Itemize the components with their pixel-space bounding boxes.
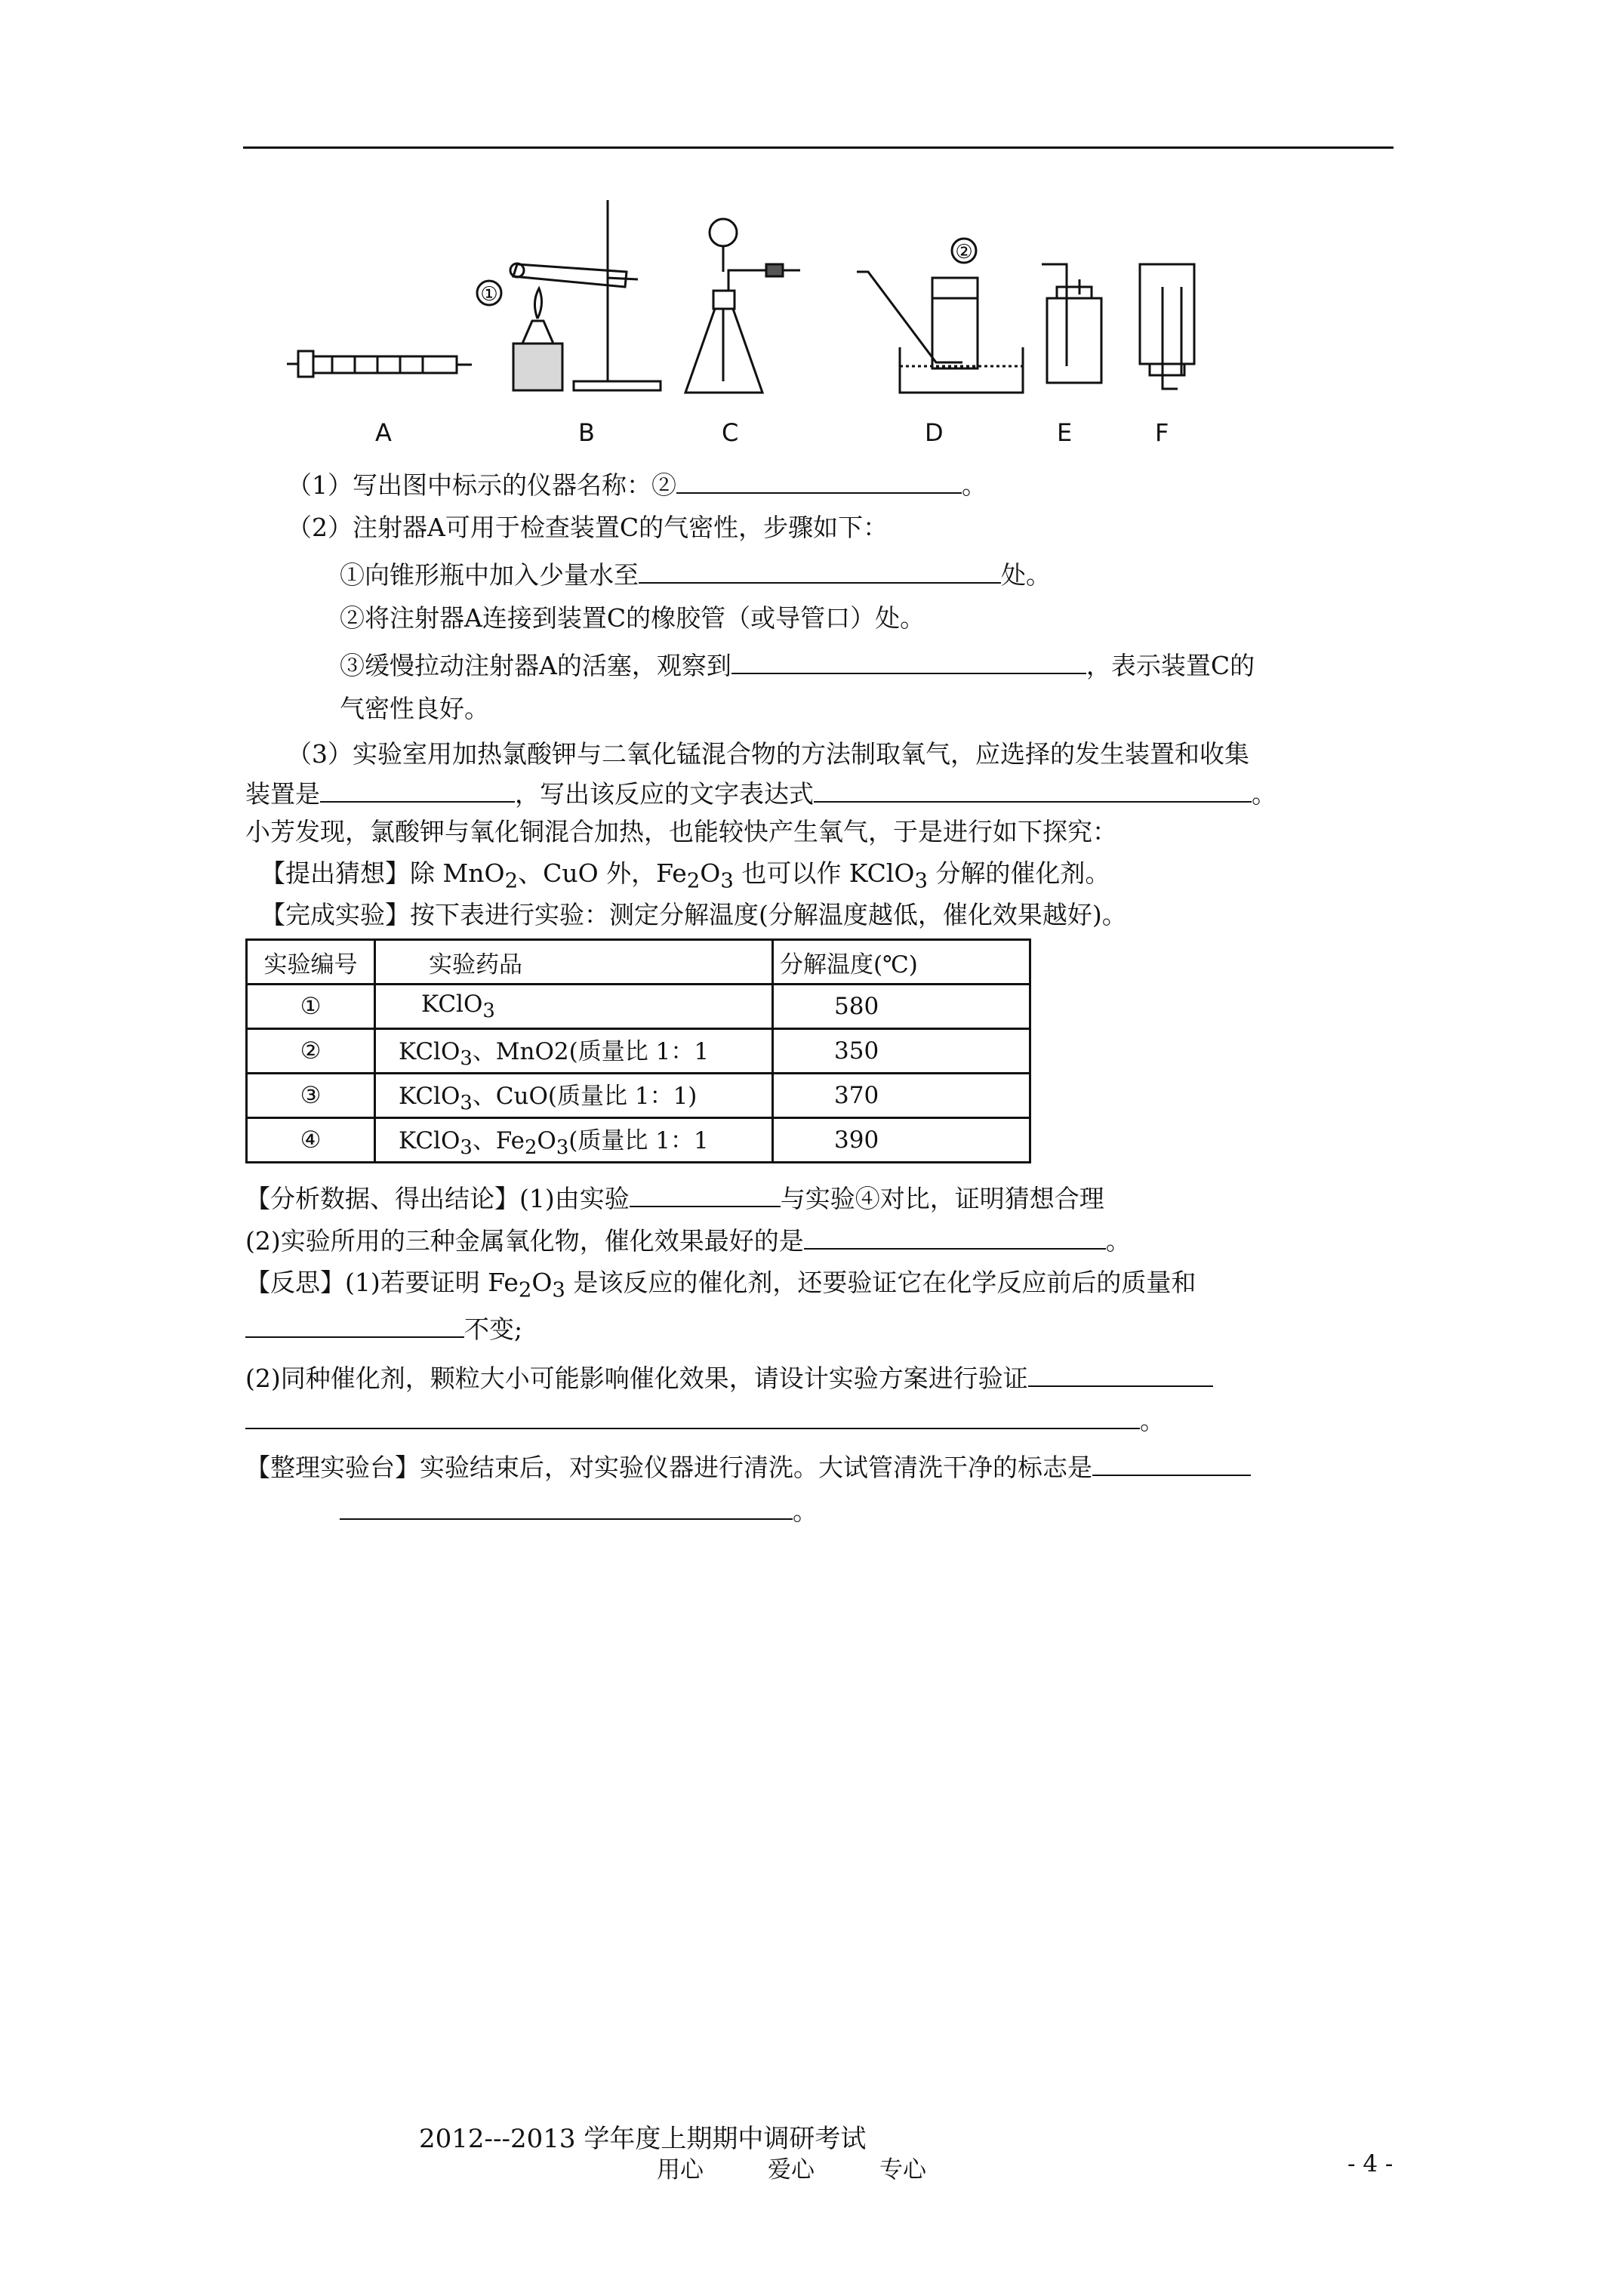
question-2-step-1: ①向锥形瓶中加入少量水至 处。 (340, 556, 1051, 592)
figure-label-d: D (925, 418, 944, 447)
question-2-step-3: ③缓慢拉动注射器A的活塞，观察到 ，表示装置C的 (340, 647, 1255, 683)
table-header-row (247, 940, 1030, 985)
marker-2: ② (955, 241, 973, 264)
reflection-2-cont: 。 (245, 1402, 1165, 1438)
apparatus-figure (287, 189, 1268, 453)
answer-blank[interactable] (814, 775, 1252, 803)
intro-text: 小芳发现，氯酸钾与氧化铜混合加热，也能较快产生氧气，于是进行如下探究： (245, 817, 1117, 846)
header-rule (243, 146, 1394, 149)
footer-motto-1: 用心 (657, 2156, 704, 2184)
reflection-1-cont: 不变; (245, 1311, 522, 1346)
answer-blank[interactable] (639, 556, 1001, 584)
experiment-table (245, 938, 1031, 1163)
table-header: 分解温度(℃) (773, 940, 1030, 985)
question-3-cont: 装置是 ，写出该反应的文字表达式 。 (245, 775, 1277, 811)
wash-bottle-icon (1042, 264, 1101, 383)
answer-blank[interactable] (1028, 1360, 1213, 1387)
analysis-1: 【分析数据、得出结论】(1)由实验 与实验④对比，证明猜想合理 (245, 1180, 1104, 1216)
table-row: ④ KClO$_3$、$Fe_2O_3$(质量比 1：1 390 (247, 1118, 1030, 1163)
heating-apparatus-icon (477, 200, 661, 390)
figure-label-e: E (1057, 418, 1073, 447)
water-trough-icon (857, 239, 1023, 393)
table-row: ① KClO$_3$ 580 (247, 985, 1030, 1029)
reflection-1: 【反思】(1)若要证明 $Fe_2O_3$ 是该反应的催化剂，还要验证它在化学反应前后的质量和 (245, 1268, 1196, 1302)
question-2-step-3-cont: 气密性良好。 (340, 694, 489, 723)
answer-blank[interactable] (676, 467, 962, 494)
question-1: （1）写出图中标示的仪器名称：② 。 (287, 467, 987, 502)
figure-label-f: F (1155, 418, 1169, 447)
reflection-2: (2)同种催化剂，颗粒大小可能影响催化效果，请设计实验方案进行验证 (245, 1360, 1213, 1395)
analysis-2: (2)实验所用的三种金属氧化物，催化效果最好的是 。 (245, 1222, 1131, 1258)
footer-motto-3: 专心 (879, 2156, 926, 2184)
figure-label-c: C (722, 418, 739, 447)
table-header: 实验药品 (375, 940, 773, 985)
hypothesis: 【提出猜想】除 MnO$_2$、CuO 外，$Fe_2O_3$ 也可以作 KClO$_3$ 分解的催化剂。 (260, 858, 1110, 893)
table-header: 实验编号 (247, 940, 375, 985)
answer-blank[interactable] (731, 647, 1086, 674)
experiment-intro: 【完成实验】按下表进行实验：测定分解温度(分解温度越低，催化效果越好)。 (260, 900, 1127, 929)
question-3: （3）实验室用加热氯酸钾与二氧化锰混合物的方法制取氧气，应选择的发生装置和收集 (287, 739, 1249, 769)
table-row: ③ KClO$_3$、CuO(质量比 1：1) 370 (247, 1074, 1030, 1118)
question-2-step-2: ②将注射器A连接到装置C的橡胶管（或导管口）处。 (340, 603, 925, 633)
marker-1: ① (480, 283, 498, 306)
answer-blank[interactable] (630, 1180, 781, 1207)
page-number: - 4 - (1347, 2150, 1394, 2177)
answer-blank[interactable] (320, 775, 515, 803)
exam-title: 2012---2013 学年度上期期中调研考试 (419, 2124, 867, 2154)
cleanup-1: 【整理实验台】实验结束后，对实验仪器进行清洗。大试管清洗干净的标志是 (245, 1449, 1251, 1484)
answer-blank[interactable] (804, 1222, 1106, 1250)
answer-blank[interactable] (340, 1493, 793, 1520)
question-2: （2）注射器A可用于检查装置C的气密性，步骤如下： (287, 513, 888, 542)
syringe-icon (287, 351, 472, 377)
answer-blank[interactable] (245, 1311, 464, 1338)
figure-label-b: B (578, 418, 595, 447)
answer-blank[interactable] (1092, 1449, 1251, 1476)
conical-flask-icon (685, 219, 800, 393)
gas-bottle-icon (1140, 264, 1194, 389)
answer-blank[interactable] (245, 1402, 1140, 1429)
footer-motto-2: 爱心 (768, 2156, 815, 2184)
table-row: ② KClO$_3$、MnO2(质量比 1：1 350 (247, 1029, 1030, 1074)
cleanup-2: 。 (340, 1493, 818, 1528)
figure-label-a: A (375, 418, 392, 447)
